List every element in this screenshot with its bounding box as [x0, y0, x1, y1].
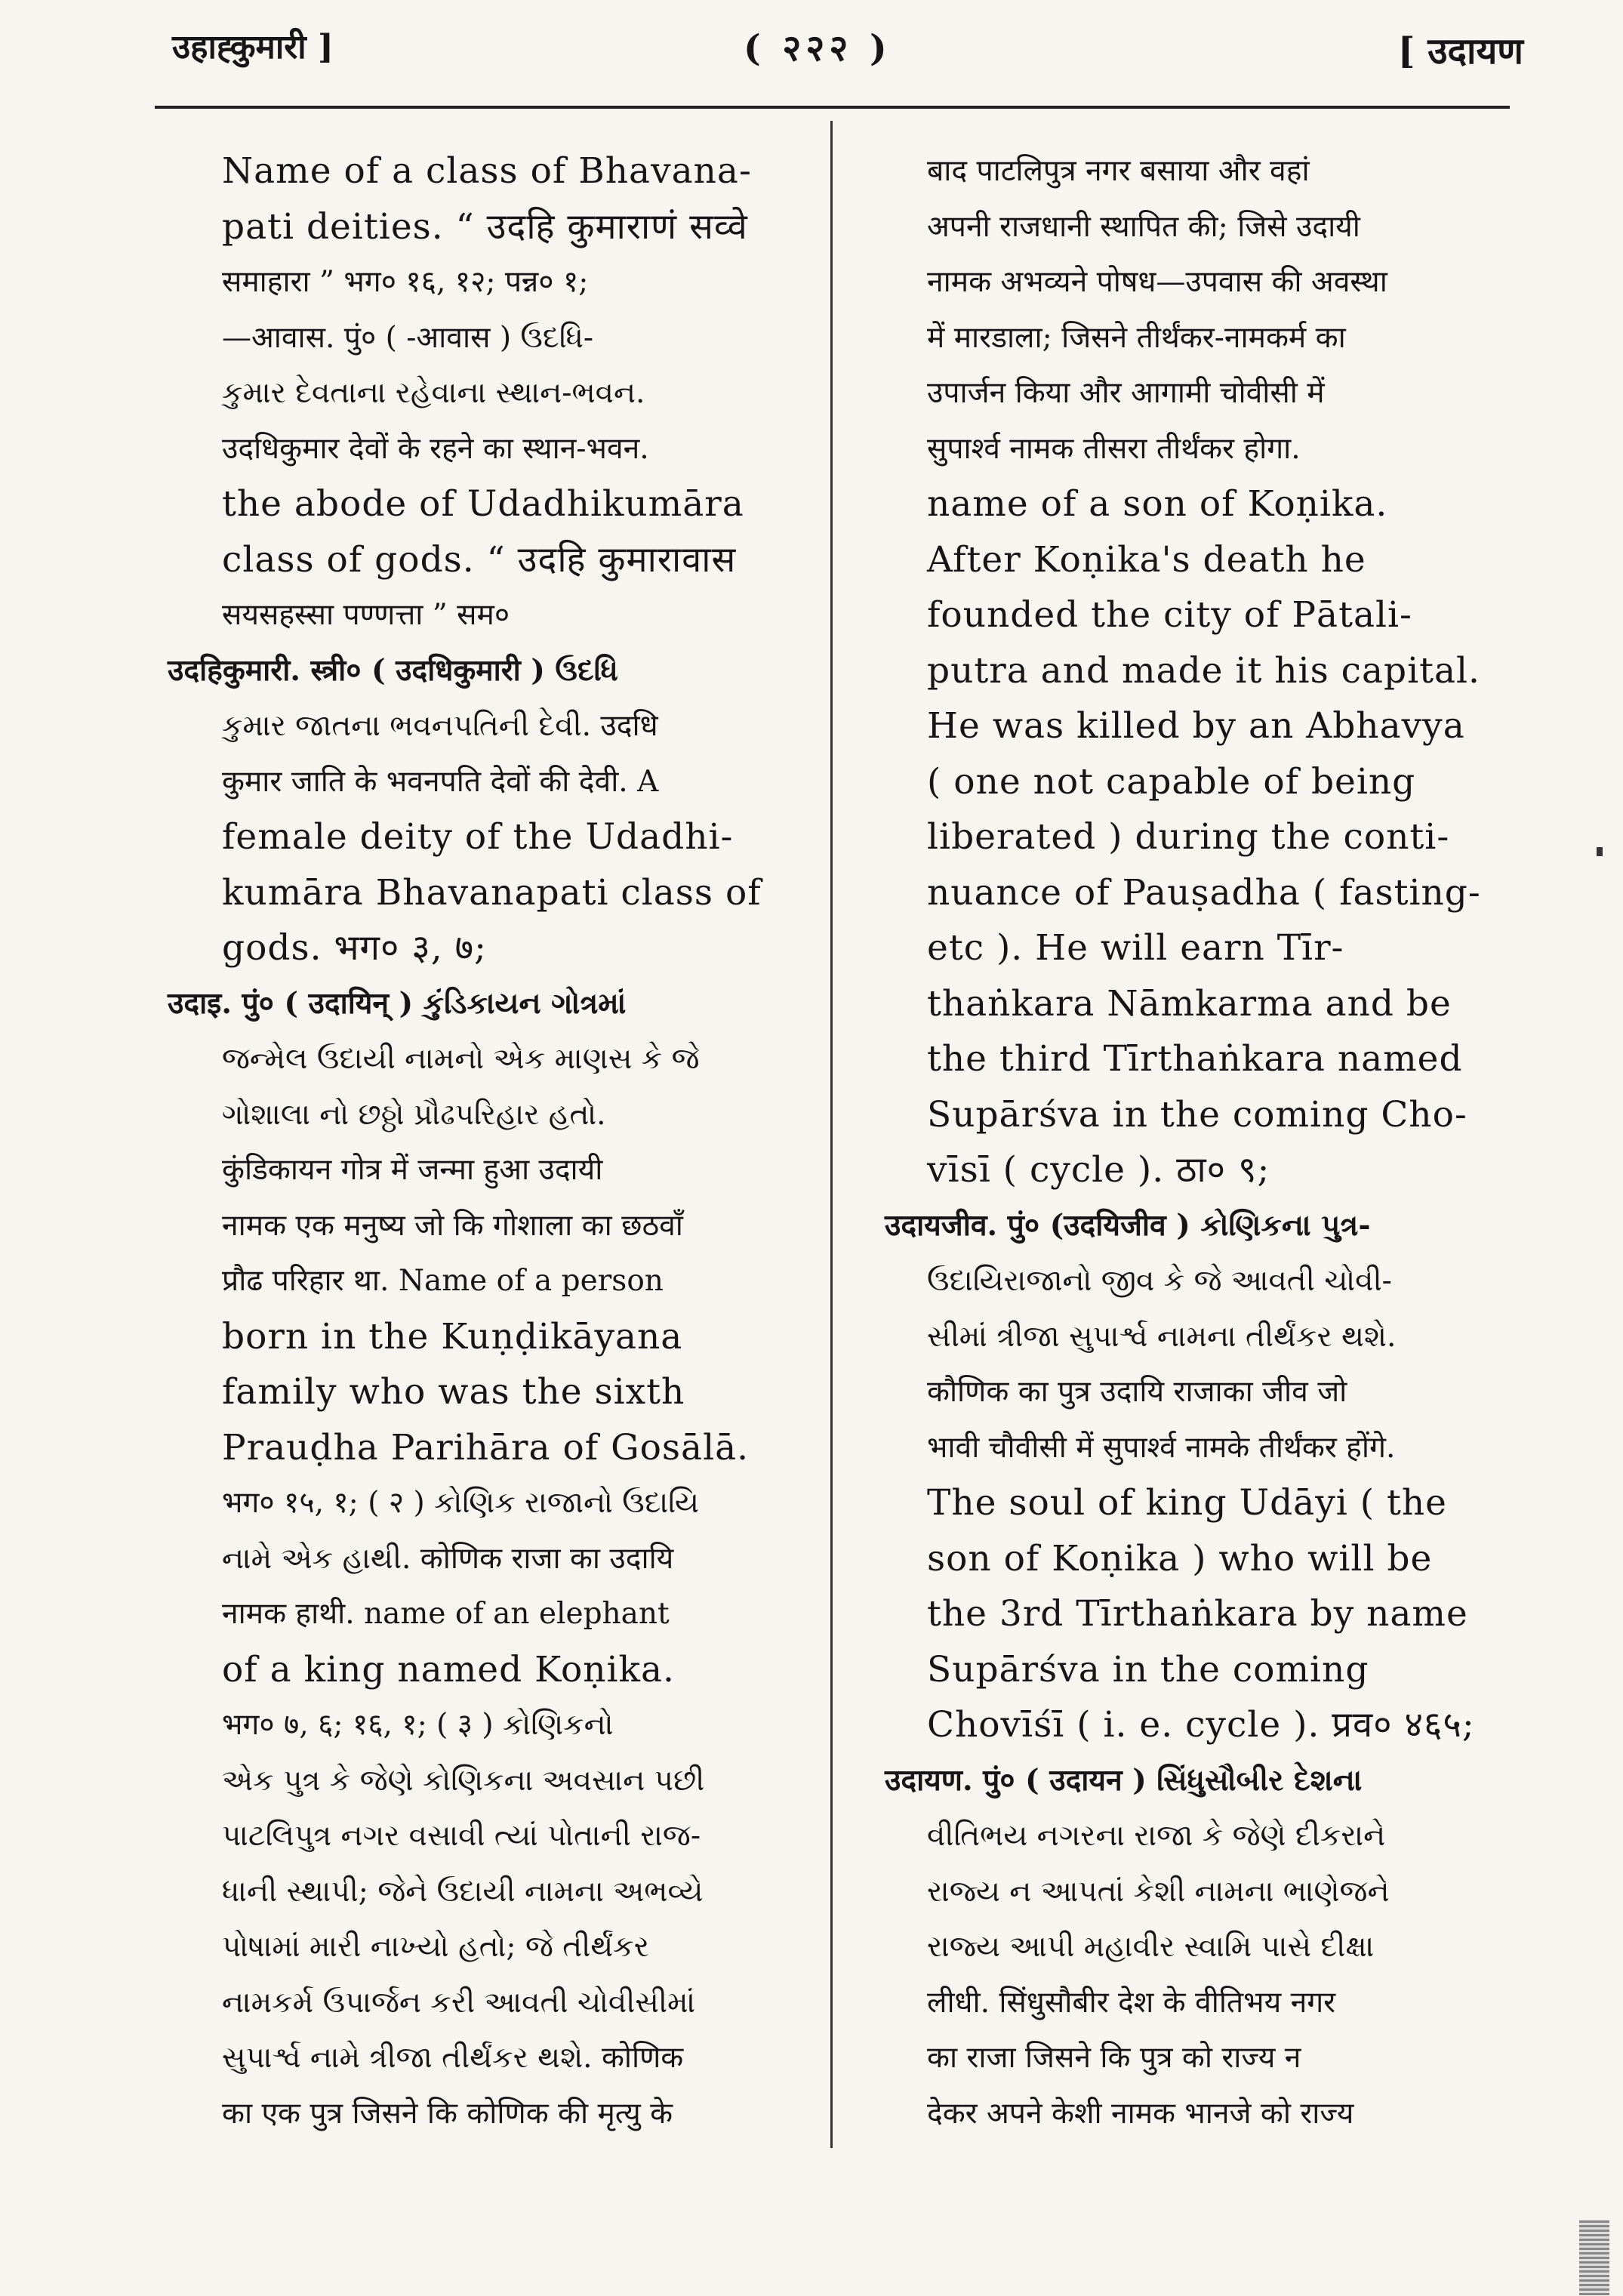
left-column-line: class of gods. “ उदहि कुमारावास [222, 538, 737, 581]
right-column-line: ( one not capable of being [927, 760, 1416, 803]
left-column-line: ગોશાલા નો છઠ્ઠો પ્રૌઢપરિહાર હતો. [222, 1097, 606, 1132]
right-column-line: में मारडाला; जिसने तीर्थंकर-नामकर्म का [927, 320, 1346, 355]
left-column-line: of a king named Koṇika. [222, 1648, 675, 1690]
left-column-line: Name of a class of Bhavana- [222, 150, 752, 192]
column-divider [830, 121, 833, 2148]
left-column-line: नामक एक मनुष्य जो कि गोशाला का छठवाँ [222, 1208, 683, 1243]
right-column-line: name of a son of Koṇika. [927, 483, 1388, 525]
right-column-line: founded the city of Pātali- [927, 594, 1412, 636]
right-column-line: son of Koṇika ) who will be [927, 1537, 1433, 1579]
right-column-line: नामक अभव्यने पोषध—उपवास की अवस्था [927, 265, 1387, 299]
page-edge-scan-mark [1579, 2220, 1609, 2295]
right-column-line: The soul of king Udāyi ( the [927, 1482, 1447, 1524]
right-column-line: सुपार्श्व नामक तीसरा तीर्थंकर होगा. [927, 431, 1301, 466]
right-column-line: कौणिक का पुत्र उदायि राजाका जीव जो [927, 1375, 1347, 1409]
left-column-line: પોષામાં મારી નાખ્યો હતો; જે તીર્થંકર [222, 1930, 649, 1964]
right-column-line: vīsī ( cycle ). ठा० ९; [927, 1149, 1270, 1191]
right-column-line: बाद पाटलिपुत्र नगर बसाया और वहां [927, 154, 1310, 188]
header-rule [155, 106, 1510, 109]
right-column-line: का राजा जिसने कि पुत्र को राज्य न [927, 2041, 1301, 2075]
right-column-line: etc ). He will earn Tīr- [927, 927, 1344, 969]
left-column-line: સુપાર્શ્વ નામે ત્રીજા તીર્થંકર થશે. कोणिक [222, 2041, 684, 2075]
left-column-line: કુમાર દેવતાના રહેવાના સ્થાન-ભવન. [222, 376, 645, 410]
right-column-line: उपार्जन किया और आगामी चोवीसी में [927, 376, 1325, 410]
page-header [0, 0, 1623, 113]
right-column-line: રાજ્ય ન આપતાં કેશી નામના ભાણેજને [927, 1874, 1390, 1909]
right-column [885, 143, 1511, 2141]
right-column-line: Supārśva in the coming [927, 1648, 1369, 1690]
left-column-line: gods. भग० ३, ७; [222, 927, 487, 969]
right-column-line: Chovīśī ( i. e. cycle ). प्रव० ४६५; [927, 1704, 1475, 1746]
left-column-line: समाहारा ” भग० १६, १२; पन्न० १; [222, 265, 589, 299]
right-column-line: After Koṇika's death he [927, 538, 1366, 581]
left-column-line: નામે એક હાથી. कोणिक राजा का उदायि [222, 1541, 674, 1576]
right-column-line: देकर अपने केशी नामक भानजे को राज्य [927, 2096, 1354, 2131]
right-column-line: लीधी. सिंधुसौबीर देश के वीतिभय नगर [927, 1985, 1336, 2020]
right-column-line: भावी चौवीसी में सुपार्श्व नामके तीर्थंकर होंगे. [927, 1430, 1396, 1465]
left-column-line: female deity of the Udadhi- [222, 816, 734, 858]
right-column-line: ઉદાયિરાજાનો જીવ કે જે આવતી ચોવી- [927, 1264, 1392, 1298]
right-column-line: thaṅkara Nāmkarma and be [927, 982, 1452, 1025]
right-column-line: उदायण. पुं० ( उदायन ) સિંધુસૌબીર દેશના [885, 1762, 1363, 1798]
left-column-line: कुमार जाति के भवनपति देवों की देवी. A [222, 764, 659, 799]
left-column-line: भग० १५, १; ( २ ) કોણિક રાજાનો ઉદાયિ [222, 1486, 699, 1520]
right-column-line: nuance of Pauṣadha ( fasting- [927, 871, 1481, 914]
left-column-line: family who was the sixth [222, 1371, 685, 1413]
left-column-line: भग० ७, ६; १६, १; ( ३ ) કોણિકનો [222, 1708, 614, 1742]
left-column-line: —आवास. पुं० ( -आवास ) ઉદધિ- [222, 320, 594, 355]
right-column-line: વીતિભય નગરના રાજા કે જેણે દીકરાને [927, 1819, 1386, 1853]
left-column-line: the abode of Udadhikumāra [222, 483, 744, 525]
page-number: ( २२२ ) [744, 27, 892, 69]
right-column-line: putra and made it his capital. [927, 649, 1480, 692]
left-column-line: उदहिकुमारी. स्त्री० ( उदधिकुमारी ) ઉદધિ [168, 652, 618, 688]
left-column-line: कुंडिकायन गोत्र में जन्मा हुआ उदायी [222, 1153, 603, 1187]
right-column-line: the 3rd Tīrthaṅkara by name [927, 1593, 1468, 1635]
right-column-line: રાજ્ય આપી મહાવીર સ્વામિ પાસે દીક્ષા [927, 1930, 1375, 1964]
left-column-line: born in the Kuṇḍikāyana [222, 1315, 683, 1358]
right-column-line: He was killed by an Abhavya [927, 705, 1465, 747]
left-column-line: का एक पुत्र जिसने कि कोणिक की मृत्यु के [222, 2096, 673, 2131]
left-column-line: सयसहस्सा पण्णत्ता ” सम० [222, 598, 510, 632]
right-column-line: अपनी राजधानी स्थापित की; जिसे उदायी [927, 209, 1360, 244]
left-column-line: Prauḍha Parihāra of Gosālā. [222, 1426, 750, 1469]
left-column-line: નામકર્મ ઉપાર્જન કરી આવતી ચોવીસીમાં [222, 1985, 696, 2020]
right-column-line: સીમાં ત્રીજા સુપાર્શ્વ નામના તીર્થંકર થશે. [927, 1319, 1397, 1354]
left-column-line: એક પુત્ર કે જેણે કોણિકના અવસાન પછી [222, 1763, 705, 1798]
right-column-line: the third Tīrthaṅkara named [927, 1038, 1463, 1080]
right-column-line: उदायजीव. पुं० (उदयिजीव ) કોણિકના પુત્ર- [885, 1207, 1371, 1243]
left-column-line: પાટલિપુત્ર નગર વસાવી ત્યાં પોતાની રાજ- [222, 1819, 701, 1853]
running-head-right: [ उदायण [1397, 30, 1523, 72]
right-column-line: Supārśva in the coming Cho- [927, 1093, 1467, 1136]
left-column-line: प्रौढ परिहार था. Name of a person [222, 1264, 664, 1298]
left-column [168, 143, 802, 2141]
left-column-line: કુમાર જાતના ભવનપતિની દેવી. उदधि [222, 709, 658, 743]
left-column-line: नामक हाथी. name of an elephant [222, 1597, 670, 1631]
right-column-line: liberated ) during the conti- [927, 816, 1450, 858]
left-column-line: ધાની સ્થાપી; જેને ઉદાયી નામના અભવ્યે [222, 1874, 704, 1909]
left-column-line: જન્મેલ ઉદાયી નામનો એક માણસ કે જે [222, 1042, 700, 1076]
left-column-line: उदाइ. पुं० ( उदायिन् ) કુંડિકાયન ગોત્રમાં [168, 985, 627, 1021]
running-head-left: उहाह्कुमारी ] [172, 28, 334, 66]
ink-speck [1597, 847, 1603, 856]
left-column-line: उदधिकुमार देवों के रहने का स्थान-भवन. [222, 431, 649, 466]
left-column-line: kumāra Bhavanapati class of [222, 871, 762, 914]
left-column-line: pati deities. “ उदहि कुमाराणं सव्वे [222, 205, 748, 248]
